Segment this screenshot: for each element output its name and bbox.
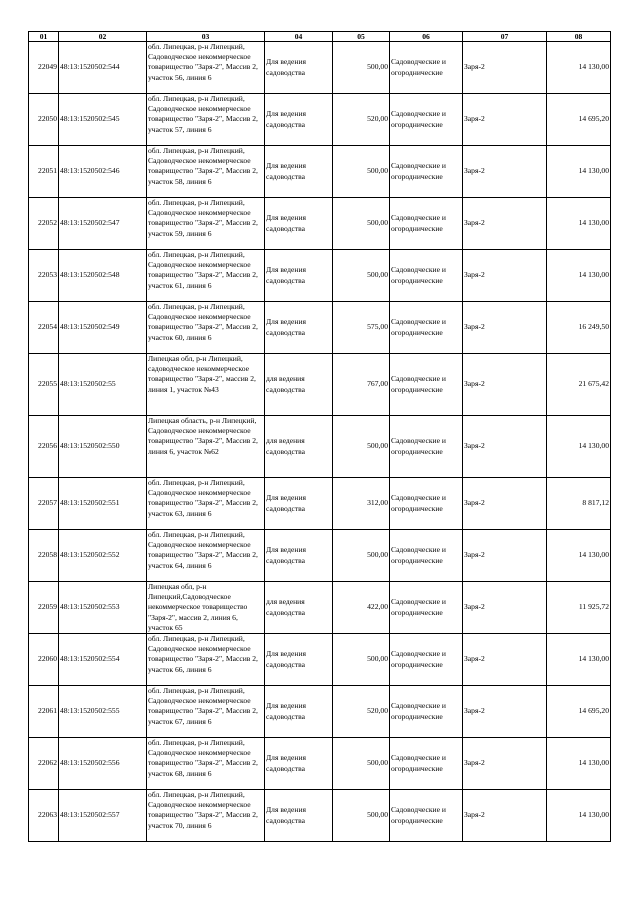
cell-row-number: 22049 (29, 42, 59, 94)
cell-land-category: Садоводческие и огороднические (390, 478, 463, 530)
cell-cadastral-number: 48:13:1520502:551 (59, 478, 147, 530)
cell-area: 500,00 (333, 42, 390, 94)
address-text: обл. Липецкая, р-н Липецкий, Садоводческое некоммерческое товарищество "Заря-2", Массив 2, участок 66, линия 6 (148, 634, 258, 674)
table-row (29, 198, 611, 250)
cell-address (147, 416, 265, 478)
cell-area: 500,00 (333, 416, 390, 478)
cell-row-number: 22050 (29, 94, 59, 146)
cell-address (147, 94, 265, 146)
address-text: обл. Липецкая, р-н Липецкий, Садоводческое некоммерческое товарищество "Заря-2", Массив 2, участок 61, линия 6 (148, 250, 258, 290)
column-header-01: 01 (29, 32, 59, 42)
table-row (29, 530, 611, 582)
cell-address (147, 790, 265, 842)
cell-address (147, 146, 265, 198)
cell-address (147, 530, 265, 582)
address-text: обл. Липецкая, р-н Липецкий, Садоводческое некоммерческое товарищество "Заря-2", Массив 2, участок 63, линия 6 (148, 478, 258, 518)
cell-permitted-use: Для ведения садоводства (265, 478, 333, 530)
cell-address (147, 634, 265, 686)
cell-cadastral-value: 14 130,00 (547, 738, 611, 790)
cell-land-category: Садоводческие и огороднические (390, 198, 463, 250)
address-text: Липецкая обл, р-н Липецкий,Садоводческое некоммерческое товарищество "Заря-2", массив 2, линия 6, участок 65 (148, 582, 248, 632)
cell-zone-name: Заря-2 (463, 790, 547, 842)
table-row (29, 686, 611, 738)
cell-address (147, 738, 265, 790)
cell-area: 500,00 (333, 250, 390, 302)
table-row (29, 416, 611, 478)
cell-area: 500,00 (333, 530, 390, 582)
cell-zone-name: Заря-2 (463, 250, 547, 302)
cell-cadastral-number: 48:13:1520502:556 (59, 738, 147, 790)
cell-permitted-use: Для ведения садоводства (265, 302, 333, 354)
table-row (29, 354, 611, 416)
cell-land-category: Садоводческие и огороднические (390, 146, 463, 198)
cell-address (147, 354, 265, 416)
cell-cadastral-number: 48:13:1520502:550 (59, 416, 147, 478)
cell-zone-name: Заря-2 (463, 302, 547, 354)
cell-zone-name: Заря-2 (463, 478, 547, 530)
cell-cadastral-value: 14 130,00 (547, 250, 611, 302)
cell-row-number: 22054 (29, 302, 59, 354)
cell-row-number: 22063 (29, 790, 59, 842)
table-row (29, 790, 611, 842)
cell-cadastral-number: 48:13:1520502:547 (59, 198, 147, 250)
address-text: обл. Липецкая, р-н Липецкий, Садоводческое некоммерческое товарищество "Заря-2", Массив 2, участок 60, линия 6 (148, 302, 258, 342)
address-text: Липецкая обл, р-н Липецкий, садоводческое некоммерческое товарищество "Заря-2", массив 2, линия 1, участок №43 (148, 354, 256, 394)
cell-area: 767,00 (333, 354, 390, 416)
cell-cadastral-value: 14 130,00 (547, 416, 611, 478)
cell-area: 500,00 (333, 146, 390, 198)
address-text: обл. Липецкая, р-н Липецкий, Садоводческое некоммерческое товарищество "Заря-2", Массив 2, участок 56, линия 6 (148, 42, 258, 82)
table-row (29, 146, 611, 198)
cell-permitted-use: Для ведения садоводства (265, 198, 333, 250)
cell-row-number: 22060 (29, 634, 59, 686)
cell-cadastral-value: 14 130,00 (547, 146, 611, 198)
address-text: обл. Липецкая, р-н Липецкий, Садоводческое некоммерческое товарищество "Заря-2", Массив 2, участок 70, линия 6 (148, 790, 258, 830)
cell-row-number: 22053 (29, 250, 59, 302)
cell-zone-name: Заря-2 (463, 416, 547, 478)
cell-permitted-use: Для ведения садоводства (265, 634, 333, 686)
cell-land-category: Садоводческие и огороднические (390, 94, 463, 146)
cell-land-category: Садоводческие и огороднические (390, 250, 463, 302)
cell-zone-name: Заря-2 (463, 354, 547, 416)
cell-permitted-use: Для ведения садоводства (265, 250, 333, 302)
cell-row-number: 22055 (29, 354, 59, 416)
column-header-06: 06 (390, 32, 463, 42)
cell-land-category: Садоводческие и огороднические (390, 582, 463, 634)
cell-permitted-use: Для ведения садоводства (265, 94, 333, 146)
cell-cadastral-value: 14 695,20 (547, 686, 611, 738)
cell-row-number: 22052 (29, 198, 59, 250)
cell-land-category: Садоводческие и огороднические (390, 416, 463, 478)
cell-cadastral-number: 48:13:1520502:555 (59, 686, 147, 738)
cell-permitted-use: Для ведения садоводства (265, 790, 333, 842)
address-text: Липецкая область, р-н Липецкий, Садоводческое некоммерческое товарищество "Заря-2", Массив 2, линия 6, участок №62 (148, 416, 258, 456)
cell-permitted-use: для ведения садоводства (265, 416, 333, 478)
cell-land-category: Садоводческие и огороднические (390, 42, 463, 94)
cell-row-number: 22051 (29, 146, 59, 198)
address-text: обл. Липецкая, р-н Липецкий, Садоводческое некоммерческое товарищество "Заря-2", Массив 2, участок 58, линия 6 (148, 146, 258, 186)
address-text: обл. Липецкая, р-н Липецкий, Садоводческое некоммерческое товарищество "Заря-2", Массив 2, участок 57, линия 6 (148, 94, 258, 134)
cell-area: 312,00 (333, 478, 390, 530)
cell-cadastral-number: 48:13:1520502:55 (59, 354, 147, 416)
cell-zone-name: Заря-2 (463, 198, 547, 250)
cell-row-number: 22058 (29, 530, 59, 582)
column-header-03: 03 (147, 32, 265, 42)
table-row (29, 42, 611, 94)
cell-row-number: 22061 (29, 686, 59, 738)
cell-area: 500,00 (333, 738, 390, 790)
column-header-08: 08 (547, 32, 611, 42)
cell-cadastral-number: 48:13:1520502:549 (59, 302, 147, 354)
cell-zone-name: Заря-2 (463, 582, 547, 634)
cell-permitted-use: Для ведения садоводства (265, 738, 333, 790)
cell-cadastral-number: 48:13:1520502:548 (59, 250, 147, 302)
cell-address (147, 686, 265, 738)
cell-land-category: Садоводческие и огороднические (390, 530, 463, 582)
cell-cadastral-number: 48:13:1520502:544 (59, 42, 147, 94)
cell-zone-name: Заря-2 (463, 634, 547, 686)
cell-zone-name: Заря-2 (463, 94, 547, 146)
cell-permitted-use: Для ведения садоводства (265, 530, 333, 582)
cell-land-category: Садоводческие и огороднические (390, 302, 463, 354)
header-row (29, 32, 611, 42)
cell-land-category: Садоводческие и огороднические (390, 686, 463, 738)
cell-zone-name: Заря-2 (463, 146, 547, 198)
cell-zone-name: Заря-2 (463, 686, 547, 738)
cell-land-category: Садоводческие и огороднические (390, 738, 463, 790)
cell-area: 520,00 (333, 686, 390, 738)
cell-land-category: Садоводческие и огороднические (390, 354, 463, 416)
table-row (29, 582, 611, 634)
cell-cadastral-number: 48:13:1520502:545 (59, 94, 147, 146)
cell-permitted-use: Для ведения садоводства (265, 686, 333, 738)
cell-cadastral-value: 16 249,50 (547, 302, 611, 354)
cell-area: 422,00 (333, 582, 390, 634)
land-registry-table (28, 31, 611, 842)
cell-address (147, 302, 265, 354)
cell-cadastral-number: 48:13:1520502:552 (59, 530, 147, 582)
address-text: обл. Липецкая, р-н Липецкий, Садоводческое некоммерческое товарищество "Заря-2", Массив 2, участок 68, линия 6 (148, 738, 258, 778)
cell-permitted-use: Для ведения садоводства (265, 42, 333, 94)
cell-cadastral-number: 48:13:1520502:554 (59, 634, 147, 686)
address-text: обл. Липецкая, р-н Липецкий, Садоводческое некоммерческое товарищество "Заря-2", Массив 2, участок 67, линия 6 (148, 686, 258, 726)
cell-area: 575,00 (333, 302, 390, 354)
cell-zone-name: Заря-2 (463, 738, 547, 790)
cell-address (147, 42, 265, 94)
cell-row-number: 22059 (29, 582, 59, 634)
cell-row-number: 22057 (29, 478, 59, 530)
cell-address (147, 478, 265, 530)
cell-cadastral-number: 48:13:1520502:553 (59, 582, 147, 634)
table-row (29, 478, 611, 530)
cell-row-number: 22056 (29, 416, 59, 478)
cell-land-category: Садоводческие и огороднические (390, 790, 463, 842)
table-row (29, 634, 611, 686)
cell-area: 520,00 (333, 94, 390, 146)
cell-land-category: Садоводческие и огороднические (390, 634, 463, 686)
column-header-02: 02 (59, 32, 147, 42)
cell-cadastral-value: 14 695,20 (547, 94, 611, 146)
cell-address (147, 250, 265, 302)
cell-row-number: 22062 (29, 738, 59, 790)
cell-cadastral-value: 21 675,42 (547, 354, 611, 416)
cell-cadastral-number: 48:13:1520502:557 (59, 790, 147, 842)
column-header-04: 04 (265, 32, 333, 42)
table-row (29, 302, 611, 354)
cell-cadastral-value: 14 130,00 (547, 42, 611, 94)
cell-area: 500,00 (333, 790, 390, 842)
address-text: обл. Липецкая, р-н Липецкий, Садоводческое некоммерческое товарищество "Заря-2", Массив 2, участок 59, линия 6 (148, 198, 258, 238)
cell-permitted-use: Для ведения садоводства (265, 146, 333, 198)
cell-cadastral-value: 14 130,00 (547, 530, 611, 582)
table-row (29, 94, 611, 146)
cell-cadastral-number: 48:13:1520502:546 (59, 146, 147, 198)
cell-zone-name: Заря-2 (463, 42, 547, 94)
table-body (29, 42, 611, 842)
table-row (29, 250, 611, 302)
cell-permitted-use: для ведения садоводства (265, 582, 333, 634)
cell-cadastral-value: 14 130,00 (547, 790, 611, 842)
cell-address (147, 582, 265, 634)
cell-cadastral-value: 14 130,00 (547, 198, 611, 250)
cell-area: 500,00 (333, 634, 390, 686)
cell-zone-name: Заря-2 (463, 530, 547, 582)
address-text: обл. Липецкая, р-н Липецкий, Садоводческое некоммерческое товарищество "Заря-2", Массив 2, участок 64, линия 6 (148, 530, 258, 570)
column-header-07: 07 (463, 32, 547, 42)
cell-area: 500,00 (333, 198, 390, 250)
cell-permitted-use: для ведения садоводства (265, 354, 333, 416)
cell-cadastral-value: 14 130,00 (547, 634, 611, 686)
table-row (29, 738, 611, 790)
cell-cadastral-value: 11 925,72 (547, 582, 611, 634)
column-header-05: 05 (333, 32, 390, 42)
cell-address (147, 198, 265, 250)
cell-cadastral-value: 8 817,12 (547, 478, 611, 530)
